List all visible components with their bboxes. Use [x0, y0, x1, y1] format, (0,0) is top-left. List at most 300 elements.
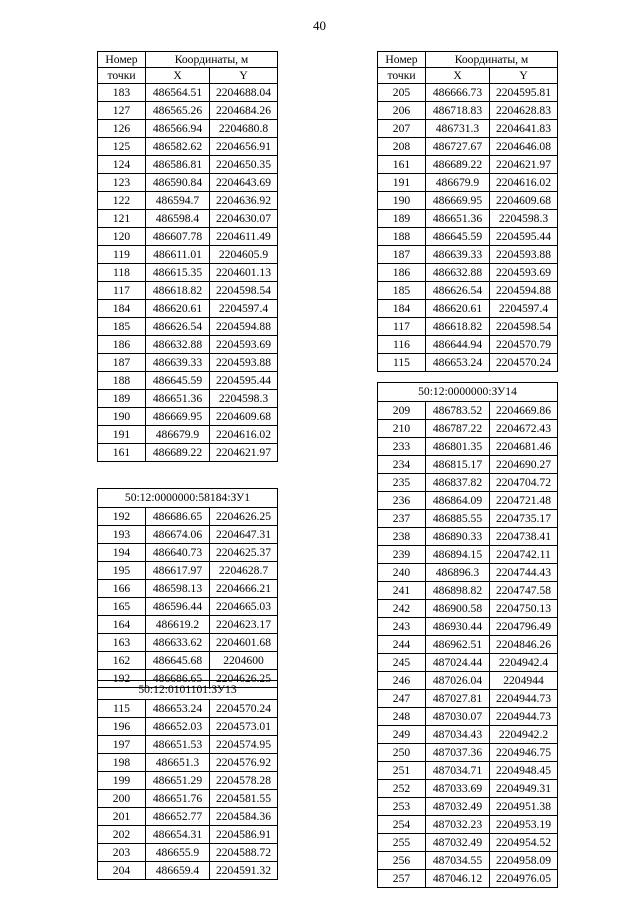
x-coordinate-cell: 486566.94	[146, 120, 210, 138]
point-number-cell: 192	[98, 508, 146, 526]
x-coordinate-cell: 486639.33	[146, 354, 210, 372]
x-coordinate-cell: 486645.59	[426, 228, 490, 246]
table-row	[378, 300, 558, 318]
y-coordinate-cell: 2204796.49	[490, 618, 558, 636]
table-row	[98, 616, 278, 634]
x-coordinate-cell: 487032.49	[426, 798, 490, 816]
x-coordinate-cell: 486651.29	[146, 772, 210, 790]
point-number-cell: 190	[98, 408, 146, 426]
table-row	[98, 84, 278, 102]
header-coordinates: Координаты, м	[146, 52, 278, 68]
x-coordinate-cell: 486626.54	[146, 318, 210, 336]
header-point-number-line2: точки	[98, 68, 146, 84]
table-row	[98, 598, 278, 616]
x-coordinate-cell: 486815.17	[426, 456, 490, 474]
x-coordinate-cell: 486718.83	[426, 102, 490, 120]
y-coordinate-cell: 2204656.91	[210, 138, 278, 156]
table-row	[378, 834, 558, 852]
x-coordinate-cell: 486586.81	[146, 156, 210, 174]
x-coordinate-cell: 486837.82	[426, 474, 490, 492]
table-row	[98, 264, 278, 282]
coordinates-table-zu14	[377, 382, 558, 888]
y-coordinate-cell: 2204628.83	[490, 102, 558, 120]
x-coordinate-cell: 486731.3	[426, 120, 490, 138]
x-coordinate-cell: 486666.73	[426, 84, 490, 102]
x-coordinate-cell: 486620.61	[426, 300, 490, 318]
y-coordinate-cell: 2204581.55	[210, 790, 278, 808]
y-coordinate-cell: 2204750.13	[490, 600, 558, 618]
point-number-cell: 117	[98, 282, 146, 300]
x-coordinate-cell: 486632.88	[426, 264, 490, 282]
header-y: Y	[490, 68, 558, 84]
point-number-cell: 121	[98, 210, 146, 228]
point-number-cell: 118	[98, 264, 146, 282]
y-coordinate-cell: 2204588.72	[210, 844, 278, 862]
y-coordinate-cell: 2204593.88	[210, 354, 278, 372]
x-coordinate-cell: 486652.03	[146, 718, 210, 736]
point-number-cell: 237	[378, 510, 426, 528]
x-coordinate-cell: 486611.01	[146, 246, 210, 264]
x-coordinate-cell: 486783.52	[426, 402, 490, 420]
y-coordinate-cell: 2204609.68	[490, 192, 558, 210]
point-number-cell: 125	[98, 138, 146, 156]
point-number-cell: 203	[98, 844, 146, 862]
table-row	[378, 870, 558, 888]
header-point-number-line2: точки	[378, 68, 426, 84]
x-coordinate-cell: 486645.59	[146, 372, 210, 390]
table-row	[378, 264, 558, 282]
table-row	[378, 672, 558, 690]
y-coordinate-cell: 2204646.08	[490, 138, 558, 156]
table-row	[378, 708, 558, 726]
y-coordinate-cell: 2204672.43	[490, 420, 558, 438]
point-number-cell: 184	[98, 300, 146, 318]
point-number-cell: 205	[378, 84, 426, 102]
y-coordinate-cell: 2204593.69	[490, 264, 558, 282]
table-row	[98, 444, 278, 462]
point-number-cell: 117	[378, 318, 426, 336]
point-number-cell: 242	[378, 600, 426, 618]
x-coordinate-cell: 486655.9	[146, 844, 210, 862]
table-row	[98, 102, 278, 120]
table-row	[378, 528, 558, 546]
y-coordinate-cell: 2204742.11	[490, 546, 558, 564]
table-row	[378, 474, 558, 492]
point-number-cell: 124	[98, 156, 146, 174]
header-y: Y	[210, 68, 278, 84]
y-coordinate-cell: 2204570.24	[490, 354, 558, 372]
point-number-cell: 239	[378, 546, 426, 564]
point-number-cell: 186	[378, 264, 426, 282]
y-coordinate-cell: 2204586.91	[210, 826, 278, 844]
x-coordinate-cell: 486652.77	[146, 808, 210, 826]
y-coordinate-cell: 2204597.4	[210, 300, 278, 318]
y-coordinate-cell: 2204669.86	[490, 402, 558, 420]
point-number-cell: 115	[98, 700, 146, 718]
x-coordinate-cell: 487034.43	[426, 726, 490, 744]
point-number-cell: 197	[98, 736, 146, 754]
point-number-cell: 163	[98, 634, 146, 652]
point-number-cell: 248	[378, 708, 426, 726]
x-coordinate-cell: 487024.44	[426, 654, 490, 672]
x-coordinate-cell: 486787.22	[426, 420, 490, 438]
point-number-cell: 164	[98, 616, 146, 634]
point-number-cell: 194	[98, 544, 146, 562]
coordinates-table-zu1	[97, 488, 278, 688]
y-coordinate-cell: 2204595.44	[210, 372, 278, 390]
x-coordinate-cell: 486644.94	[426, 336, 490, 354]
x-coordinate-cell: 487032.23	[426, 816, 490, 834]
table-row	[378, 564, 558, 582]
y-coordinate-cell: 2204598.3	[210, 390, 278, 408]
point-number-cell: 236	[378, 492, 426, 510]
table-row	[378, 744, 558, 762]
point-number-cell: 126	[98, 120, 146, 138]
y-coordinate-cell: 2204944	[490, 672, 558, 690]
y-coordinate-cell: 2204647.31	[210, 526, 278, 544]
table-row	[378, 816, 558, 834]
point-number-cell: 196	[98, 718, 146, 736]
y-coordinate-cell: 2204630.07	[210, 210, 278, 228]
point-number-cell: 200	[98, 790, 146, 808]
parcel-label: 50:12:0101101:ЗУ13	[98, 681, 278, 700]
x-coordinate-cell: 486679.9	[426, 174, 490, 192]
x-coordinate-cell: 486590.84	[146, 174, 210, 192]
table-row	[98, 318, 278, 336]
point-number-cell: 208	[378, 138, 426, 156]
table-row	[98, 426, 278, 444]
point-number-cell: 192	[98, 670, 146, 688]
header-x: X	[426, 68, 490, 84]
table-row	[378, 726, 558, 744]
y-coordinate-cell: 2204946.75	[490, 744, 558, 762]
y-coordinate-cell: 2204598.3	[490, 210, 558, 228]
table-row	[98, 354, 278, 372]
x-coordinate-cell: 486620.61	[146, 300, 210, 318]
x-coordinate-cell: 486645.68	[146, 652, 210, 670]
y-coordinate-cell: 2204616.02	[210, 426, 278, 444]
y-coordinate-cell: 2204684.26	[210, 102, 278, 120]
header-coordinates: Координаты, м	[426, 52, 558, 68]
x-coordinate-cell: 486594.7	[146, 192, 210, 210]
point-number-cell: 188	[378, 228, 426, 246]
x-coordinate-cell: 487037.36	[426, 744, 490, 762]
page-number: 40	[313, 18, 326, 33]
y-coordinate-cell: 2204584.36	[210, 808, 278, 826]
x-coordinate-cell: 487027.81	[426, 690, 490, 708]
table-row	[378, 354, 558, 372]
point-number-cell: 257	[378, 870, 426, 888]
point-number-cell: 202	[98, 826, 146, 844]
header-x: X	[146, 68, 210, 84]
point-number-cell: 162	[98, 652, 146, 670]
y-coordinate-cell: 2204641.83	[490, 120, 558, 138]
table-row	[378, 192, 558, 210]
y-coordinate-cell: 2204690.27	[490, 456, 558, 474]
table-row	[98, 282, 278, 300]
x-coordinate-cell: 486653.24	[426, 354, 490, 372]
y-coordinate-cell: 2204688.04	[210, 84, 278, 102]
table-row	[98, 826, 278, 844]
x-coordinate-cell: 486617.97	[146, 562, 210, 580]
table-row	[378, 420, 558, 438]
point-number-cell: 191	[98, 426, 146, 444]
x-coordinate-cell: 486564.51	[146, 84, 210, 102]
x-coordinate-cell: 486669.95	[146, 408, 210, 426]
x-coordinate-cell: 486894.15	[426, 546, 490, 564]
x-coordinate-cell: 486727.67	[426, 138, 490, 156]
table-row	[378, 228, 558, 246]
point-number-cell: 183	[98, 84, 146, 102]
table-row	[378, 546, 558, 564]
y-coordinate-cell: 2204944.73	[490, 708, 558, 726]
y-coordinate-cell: 2204942.4	[490, 654, 558, 672]
x-coordinate-cell: 486686.65	[146, 670, 210, 688]
point-number-cell: 206	[378, 102, 426, 120]
y-coordinate-cell: 2204593.69	[210, 336, 278, 354]
table-row	[98, 156, 278, 174]
y-coordinate-cell: 2204601.68	[210, 634, 278, 652]
point-number-cell: 185	[378, 282, 426, 300]
x-coordinate-cell: 486659.4	[146, 862, 210, 880]
coordinates-table-right-main	[377, 51, 558, 372]
table-row	[98, 580, 278, 598]
point-number-cell: 210	[378, 420, 426, 438]
point-number-cell: 199	[98, 772, 146, 790]
table-row	[98, 844, 278, 862]
y-coordinate-cell: 2204704.72	[490, 474, 558, 492]
x-coordinate-cell: 486618.82	[426, 318, 490, 336]
x-coordinate-cell: 486885.55	[426, 510, 490, 528]
y-coordinate-cell: 2204621.97	[490, 156, 558, 174]
x-coordinate-cell: 486632.88	[146, 336, 210, 354]
table-row	[98, 634, 278, 652]
point-number-cell: 252	[378, 780, 426, 798]
point-number-cell: 256	[378, 852, 426, 870]
point-number-cell: 245	[378, 654, 426, 672]
y-coordinate-cell: 2204958.09	[490, 852, 558, 870]
point-number-cell: 187	[98, 354, 146, 372]
point-number-cell: 243	[378, 618, 426, 636]
x-coordinate-cell: 486890.33	[426, 528, 490, 546]
table-row	[378, 762, 558, 780]
table-row	[98, 120, 278, 138]
table-row	[98, 408, 278, 426]
y-coordinate-cell: 2204747.58	[490, 582, 558, 600]
table-row	[378, 690, 558, 708]
table-row	[98, 862, 278, 880]
point-number-cell: 255	[378, 834, 426, 852]
point-number-cell: 247	[378, 690, 426, 708]
table-row	[98, 544, 278, 562]
point-number-cell: 189	[98, 390, 146, 408]
x-coordinate-cell: 486651.3	[146, 754, 210, 772]
table-row	[98, 526, 278, 544]
table-row	[98, 790, 278, 808]
y-coordinate-cell: 2204951.38	[490, 798, 558, 816]
table-row	[98, 372, 278, 390]
coordinates-table-zu13	[97, 680, 278, 880]
y-coordinate-cell: 2204744.43	[490, 564, 558, 582]
y-coordinate-cell: 2204942.2	[490, 726, 558, 744]
y-coordinate-cell: 2204594.88	[490, 282, 558, 300]
table-row	[378, 102, 558, 120]
y-coordinate-cell: 2204621.97	[210, 444, 278, 462]
y-coordinate-cell: 2204598.54	[490, 318, 558, 336]
y-coordinate-cell: 2204953.19	[490, 816, 558, 834]
table-row	[98, 700, 278, 718]
table-row	[98, 174, 278, 192]
y-coordinate-cell: 2204593.88	[490, 246, 558, 264]
x-coordinate-cell: 486898.82	[426, 582, 490, 600]
table-row	[378, 174, 558, 192]
y-coordinate-cell: 2204570.24	[210, 700, 278, 718]
table-row	[378, 246, 558, 264]
x-coordinate-cell: 486640.73	[146, 544, 210, 562]
x-coordinate-cell: 486607.78	[146, 228, 210, 246]
point-number-cell: 233	[378, 438, 426, 456]
point-number-cell: 189	[378, 210, 426, 228]
y-coordinate-cell: 2204591.32	[210, 862, 278, 880]
y-coordinate-cell: 2204611.49	[210, 228, 278, 246]
x-coordinate-cell: 486930.44	[426, 618, 490, 636]
table-row	[378, 636, 558, 654]
table-row	[378, 852, 558, 870]
y-coordinate-cell: 2204949.31	[490, 780, 558, 798]
table-row	[378, 582, 558, 600]
y-coordinate-cell: 2204598.54	[210, 282, 278, 300]
x-coordinate-cell: 487032.49	[426, 834, 490, 852]
x-coordinate-cell: 486686.65	[146, 508, 210, 526]
point-number-cell: 207	[378, 120, 426, 138]
table-row	[378, 510, 558, 528]
table-row	[378, 492, 558, 510]
x-coordinate-cell: 486619.2	[146, 616, 210, 634]
y-coordinate-cell: 2204680.8	[210, 120, 278, 138]
y-coordinate-cell: 2204944.73	[490, 690, 558, 708]
point-number-cell: 191	[378, 174, 426, 192]
table-row	[378, 402, 558, 420]
y-coordinate-cell: 2204594.88	[210, 318, 278, 336]
table-row	[378, 798, 558, 816]
table-row	[98, 772, 278, 790]
table-row	[98, 246, 278, 264]
point-number-cell: 204	[98, 862, 146, 880]
y-coordinate-cell: 2204738.41	[490, 528, 558, 546]
y-coordinate-cell: 2204666.21	[210, 580, 278, 598]
point-number-cell: 246	[378, 672, 426, 690]
y-coordinate-cell: 2204643.69	[210, 174, 278, 192]
coordinates-table-left-main	[97, 51, 278, 462]
point-number-cell: 184	[378, 300, 426, 318]
point-number-cell: 209	[378, 402, 426, 420]
x-coordinate-cell: 486651.36	[426, 210, 490, 228]
point-number-cell: 244	[378, 636, 426, 654]
table-row	[98, 192, 278, 210]
point-number-cell: 253	[378, 798, 426, 816]
point-number-cell: 119	[98, 246, 146, 264]
point-number-cell: 127	[98, 102, 146, 120]
table-row	[378, 210, 558, 228]
y-coordinate-cell: 2204576.92	[210, 754, 278, 772]
x-coordinate-cell: 486626.54	[426, 282, 490, 300]
table-row	[378, 318, 558, 336]
point-number-cell: 186	[98, 336, 146, 354]
y-coordinate-cell: 2204846.26	[490, 636, 558, 654]
x-coordinate-cell: 486679.9	[146, 426, 210, 444]
table-row	[98, 228, 278, 246]
table-row	[378, 618, 558, 636]
x-coordinate-cell: 486651.76	[146, 790, 210, 808]
point-number-cell: 115	[378, 354, 426, 372]
table-row	[378, 600, 558, 618]
table-row	[98, 390, 278, 408]
point-number-cell: 123	[98, 174, 146, 192]
y-coordinate-cell: 2204601.13	[210, 264, 278, 282]
point-number-cell: 195	[98, 562, 146, 580]
y-coordinate-cell: 2204735.17	[490, 510, 558, 528]
table-row	[378, 120, 558, 138]
y-coordinate-cell: 2204578.28	[210, 772, 278, 790]
table-row	[98, 754, 278, 772]
y-coordinate-cell: 2204626.25	[210, 670, 278, 688]
header-point-number-line1: Номер	[378, 52, 426, 68]
point-number-cell: 234	[378, 456, 426, 474]
x-coordinate-cell: 486896.3	[426, 564, 490, 582]
point-number-cell: 188	[98, 372, 146, 390]
y-coordinate-cell: 2204948.45	[490, 762, 558, 780]
table-row	[378, 282, 558, 300]
x-coordinate-cell: 486651.53	[146, 736, 210, 754]
x-coordinate-cell: 486669.95	[426, 192, 490, 210]
parcel-label: 50:12:0000000:ЗУ14	[378, 383, 558, 402]
table-row	[98, 336, 278, 354]
y-coordinate-cell: 2204623.17	[210, 616, 278, 634]
y-coordinate-cell: 2204573.01	[210, 718, 278, 736]
x-coordinate-cell: 486651.36	[146, 390, 210, 408]
point-number-cell: 187	[378, 246, 426, 264]
x-coordinate-cell: 486582.62	[146, 138, 210, 156]
table-row	[98, 808, 278, 826]
y-coordinate-cell: 2204595.81	[490, 84, 558, 102]
table-row	[98, 736, 278, 754]
y-coordinate-cell: 2204665.03	[210, 598, 278, 616]
x-coordinate-cell: 486598.4	[146, 210, 210, 228]
table-row	[98, 210, 278, 228]
point-number-cell: 251	[378, 762, 426, 780]
point-number-cell: 235	[378, 474, 426, 492]
point-number-cell: 193	[98, 526, 146, 544]
point-number-cell: 116	[378, 336, 426, 354]
y-coordinate-cell: 2204597.4	[490, 300, 558, 318]
point-number-cell: 238	[378, 528, 426, 546]
x-coordinate-cell: 486864.09	[426, 492, 490, 510]
table-row	[98, 138, 278, 156]
table-row	[98, 508, 278, 526]
table-row	[378, 156, 558, 174]
table-row	[378, 654, 558, 672]
point-number-cell: 166	[98, 580, 146, 598]
point-number-cell: 161	[98, 444, 146, 462]
x-coordinate-cell: 487033.69	[426, 780, 490, 798]
y-coordinate-cell: 2204626.25	[210, 508, 278, 526]
y-coordinate-cell: 2204595.44	[490, 228, 558, 246]
x-coordinate-cell: 487034.55	[426, 852, 490, 870]
x-coordinate-cell: 487034.71	[426, 762, 490, 780]
x-coordinate-cell: 486615.35	[146, 264, 210, 282]
y-coordinate-cell: 2204721.48	[490, 492, 558, 510]
table-row	[378, 336, 558, 354]
